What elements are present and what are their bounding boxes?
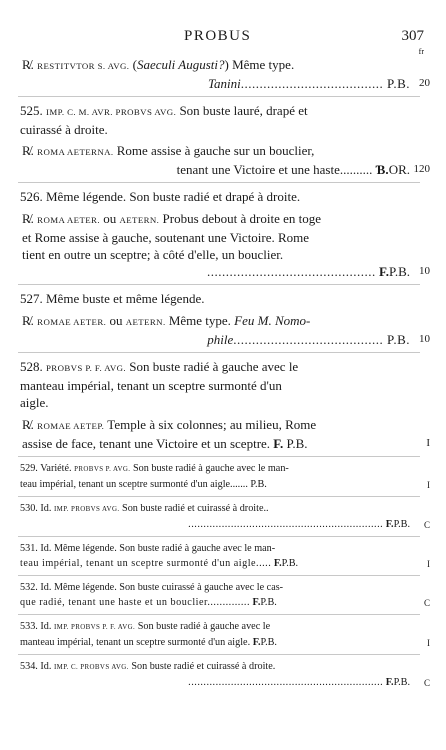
rarity-value: I xyxy=(427,558,430,569)
entry-line xyxy=(20,121,410,138)
entry-text: PROBVS P. AVG. xyxy=(74,466,131,473)
entry-text: 528. xyxy=(20,359,46,374)
entry-line xyxy=(20,102,410,121)
entry-line xyxy=(20,596,410,611)
entry-line xyxy=(22,56,410,75)
entry-separator xyxy=(18,571,446,581)
entry-separator xyxy=(18,650,446,660)
signature-mark: fr xyxy=(418,47,424,56)
entry-text: ...................................... P.B. xyxy=(240,76,410,91)
entry-text: R̸. xyxy=(22,211,38,226)
entry-text: que radié, tenant une haste et un bouclier.............. xyxy=(20,596,250,608)
entry-line xyxy=(20,358,410,377)
catalogue-entry xyxy=(22,416,430,452)
entry-text: Ɓ. xyxy=(372,162,389,177)
entry-separator xyxy=(18,610,446,620)
entry-text: ou xyxy=(99,211,120,226)
entry-text: F. xyxy=(375,264,390,279)
separator-rule xyxy=(18,614,420,615)
entry-separator xyxy=(18,452,446,462)
entry-text: 534. Id. xyxy=(20,661,54,672)
entry-text: phile xyxy=(207,332,234,347)
entry-line xyxy=(22,331,410,348)
entry-text: 525. xyxy=(20,103,46,118)
entry-text: RESTITVTOR S. AVG. xyxy=(37,61,130,71)
entry-text: tient en outre un sceptre; à côté d'elle, un bouclier. xyxy=(22,247,284,262)
entry-text: F. xyxy=(271,557,282,569)
entry-text: ROMA AETER. xyxy=(37,215,100,225)
entry-text: R̸. xyxy=(22,313,38,328)
entry-line xyxy=(20,502,410,518)
entry-text: Probus debout à droite en toge xyxy=(159,211,322,226)
entry-text: Son buste radié à gauche avec le man- xyxy=(130,463,289,474)
catalogue-entry xyxy=(20,502,430,532)
separator-rule xyxy=(18,284,420,285)
entry-separator xyxy=(18,532,446,542)
entry-line xyxy=(22,210,410,229)
entry-text: 533. Id. xyxy=(20,621,54,632)
entry-text: P.B. xyxy=(389,264,410,279)
separator-rule xyxy=(18,96,420,97)
entry-text: 526. Même légende. Son buste radié et drapé à droite. xyxy=(20,189,301,204)
entry-text: assise de face, tenant une Victoire et un sceptre. xyxy=(22,436,271,451)
entry-line xyxy=(22,229,410,246)
entry-text: OR. xyxy=(388,162,410,177)
entry-line xyxy=(20,377,410,394)
separator-rule xyxy=(18,456,420,457)
catalogue-entry xyxy=(20,462,430,492)
entry-line xyxy=(20,394,410,411)
entry-line xyxy=(22,312,410,331)
entry-text: Temple à six colonnes; au milieu, Rome xyxy=(104,417,317,432)
entry-text: ( xyxy=(129,57,137,72)
catalogue-entry xyxy=(20,620,430,650)
entry-line xyxy=(20,676,410,691)
entry-text: ............................................. xyxy=(207,264,376,279)
entry-line xyxy=(20,581,410,596)
rarity-value: C xyxy=(423,519,430,530)
entry-text: P.B. xyxy=(260,596,277,608)
entry-line xyxy=(22,161,410,178)
entry-line xyxy=(22,416,410,435)
rarity-value: 10 xyxy=(419,333,430,345)
entry-text: et Rome assise à gauche, soutenant une Victoire. Rome xyxy=(22,230,310,245)
rarity-value: I xyxy=(426,437,430,449)
entry-text: tenant une Victoire et une haste.......... xyxy=(176,162,373,177)
catalogue-entries xyxy=(0,56,446,690)
entry-text: Même type. xyxy=(165,313,235,328)
entry-line xyxy=(22,435,410,452)
entry-text: 532. Id. Même légende. Son buste cuirassé à gauche avec le cas- xyxy=(20,582,284,593)
entry-text: Son buste radié à gauche avec le xyxy=(126,359,299,374)
entry-line xyxy=(22,75,410,92)
entry-text: ROMAE AETER. xyxy=(37,317,107,327)
entry-text: F. xyxy=(250,636,261,648)
separator-rule xyxy=(18,352,420,353)
entry-text: 527. Même buste et même légende. xyxy=(20,291,205,306)
separator-rule xyxy=(18,654,420,655)
catalogue-entry xyxy=(20,102,410,138)
entry-text: 531. Id. Même légende. Son buste radié à gauche avec le man- xyxy=(20,543,276,554)
entry-text: Son buste radié à gauche avec le xyxy=(135,621,271,632)
entry-text: teau impérial, tenant un sceptre surmonté d'un aigle....... P.B. xyxy=(20,478,267,490)
entry-separator xyxy=(18,280,446,290)
entry-text: P.B. xyxy=(283,436,308,451)
rarity-value: 10 xyxy=(419,265,430,277)
catalogue-entry xyxy=(20,290,410,307)
rarity-value: C xyxy=(423,597,430,608)
entry-text: Saeculi Augusti? xyxy=(137,57,225,72)
catalogue-entry xyxy=(20,358,410,411)
separator-rule xyxy=(18,536,420,537)
entry-text: F. xyxy=(383,676,394,688)
catalogue-entry xyxy=(20,660,430,690)
entry-text: F. xyxy=(270,436,284,451)
entry-text: IMP. PROBVS AVG. xyxy=(53,506,120,513)
entry-line xyxy=(20,660,410,676)
entry-text: Son buste radié et cuirassé à droite.. xyxy=(119,503,269,514)
rarity-value: 120 xyxy=(413,163,430,175)
catalogue-entry xyxy=(22,56,430,92)
entry-text: ................................................................ xyxy=(188,518,384,530)
entry-text: F. xyxy=(383,518,394,530)
entry-line xyxy=(22,246,410,263)
entry-separator xyxy=(18,92,446,102)
entry-text: IMP. C. PROBVS AVG. xyxy=(53,664,129,671)
entry-text: ROMA AETERNA. xyxy=(37,147,114,157)
entry-text: manteau impérial, tenant un sceptre surmonté d'un aigle. xyxy=(20,636,251,648)
entry-text: Son buste radié et cuirassé à droite. xyxy=(128,661,276,672)
entry-line xyxy=(20,478,410,493)
entry-text: R̸. xyxy=(22,417,38,432)
entry-text: teau impérial, tenant un sceptre surmonté d'un aigle..... xyxy=(20,557,272,569)
entry-text: IMP. PROBVS P. F. AVG. xyxy=(53,624,136,631)
rarity-value: I xyxy=(427,479,430,490)
rarity-value: 20 xyxy=(419,77,430,89)
page-header xyxy=(0,28,446,56)
rarity-value: C xyxy=(423,677,430,688)
entry-line xyxy=(20,518,410,533)
entry-text: P.B. xyxy=(260,636,277,648)
entry-text: ou xyxy=(106,313,126,328)
entry-text: manteau impérial, tenant un sceptre surmonté d'un xyxy=(20,378,282,393)
entry-text: P.B. xyxy=(393,518,410,530)
entry-text: PROBVS P. F. AVG. xyxy=(46,363,127,373)
entry-text: Rome assise à gauche sur un bouclier, xyxy=(113,143,315,158)
entry-text: Son buste lauré, drapé et xyxy=(176,103,308,118)
separator-rule xyxy=(18,496,420,497)
catalogue-entry xyxy=(22,142,430,178)
running-head: PROBUS xyxy=(184,28,252,44)
entry-text: Tanini xyxy=(208,76,241,91)
entry-text: 529. Variété. xyxy=(20,463,75,474)
entry-text: F. xyxy=(250,596,261,608)
entry-line xyxy=(20,290,410,307)
entry-text: AETERN. xyxy=(125,317,166,327)
rarity-value: I xyxy=(427,637,430,648)
catalogue-entry xyxy=(20,581,430,610)
entry-separator xyxy=(18,492,446,502)
entry-text: cuirassé à droite. xyxy=(20,122,108,137)
catalogue-entry xyxy=(22,312,430,348)
entry-line xyxy=(20,462,410,478)
separator-rule xyxy=(18,575,420,576)
catalogue-entry xyxy=(20,188,410,205)
catalogue-entry xyxy=(22,210,430,280)
entry-line xyxy=(20,542,410,557)
entry-text: ROMAE AETEP. xyxy=(37,421,105,431)
entry-text: ........................................ P.B. xyxy=(233,332,410,347)
entry-text: P.B. xyxy=(281,557,299,569)
entry-line xyxy=(22,142,410,161)
entry-separator xyxy=(18,348,446,358)
entry-text: AETERN. xyxy=(119,215,160,225)
page-number: 307 xyxy=(401,28,424,44)
entry-text: 530. Id. xyxy=(20,503,54,514)
entry-text: Feu M. Nomo- xyxy=(234,313,311,328)
entry-line xyxy=(20,620,410,636)
entry-line xyxy=(20,557,410,572)
entry-text: P.B. xyxy=(393,676,410,688)
catalogue-entry xyxy=(20,542,430,571)
entry-line xyxy=(20,636,410,651)
entry-line xyxy=(22,263,410,280)
entry-separator xyxy=(18,178,446,188)
entry-text: ) Même type. xyxy=(224,57,295,72)
separator-rule xyxy=(18,182,420,183)
entry-text: aigle. xyxy=(20,395,49,410)
entry-text: IMP. C. M. AVR. PROBVS AVG. xyxy=(46,107,177,117)
entry-text: ................................................................ xyxy=(188,676,384,688)
entry-text: R̸. xyxy=(22,143,38,158)
entry-text: R̸. xyxy=(22,57,38,72)
entry-line xyxy=(20,188,410,205)
